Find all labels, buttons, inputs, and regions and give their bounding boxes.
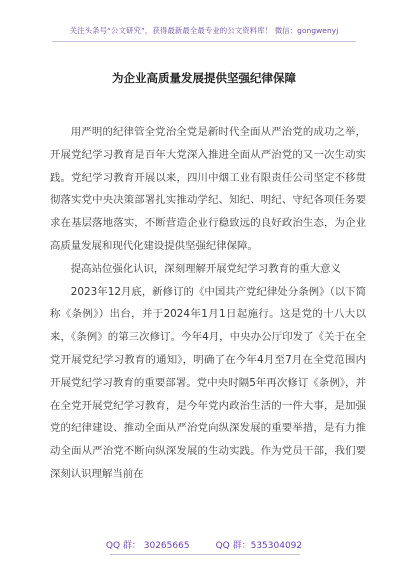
section-heading: 提高站位强化认识，深刻理解开展党纪学习教育的重大意义 — [70, 262, 341, 275]
paragraph-intro: 用严明的纪律管全党治全党是新时代全面从严治党的成功之举，开展党纪学习教育是百年大党深入推进全面从严治党的又一次生动实践。党纪学习教育开展以来，四川中烟工业有限责任公司坚定不移贯彻落实党中央决策部署扎实推动学纪、知纪、明纪、守纪各项任务要求在基层落地落实，不断营造企业行稳致远的良好政治生态，为企业高质量发展和现代化建设提供坚强纪律保障。 — [50, 126, 366, 252]
footer — [0, 538, 408, 551]
header-divider — [52, 41, 356, 42]
header-banner: 关注头条号“公文研究”，获得最新最全最专业的公文资料库！ 微信：gongwenyj — [69, 26, 339, 35]
document-title: 为企业高质量发展提供坚强纪律保障 — [112, 71, 296, 85]
paragraph-body: 2023年12月底，新修订的《中国共产党纪律处分条例》（以下简称《条例》）出台，并于2024年1月1日起施行。这是党的十八大以来，《条例》的第三次修订。今年4月，中央办公厅印发了《关于在全党开展党纪学习教育的通知》，明确了在今年4月至7月在全党范围内开展党纪学习教育的重要部署。党中央时隔5年再次修订《条例》，并在全党开展党纪学习教育，是今年党内政治生活的一件大事，是加强党的纪律建设、推动全面从严治党向纵深发展的重要举措，是有力推动全面从严治党不断向纵深发展的生动实践。作为党员干部，我们要深刻认识理解当前在 — [50, 285, 366, 480]
footer-qq-group-2: QQ 群：535304092 — [215, 541, 303, 551]
footer-divider — [110, 554, 300, 555]
footer-qq-group-1: QQ 群： 30265665 — [105, 541, 190, 551]
document-body — [50, 121, 366, 486]
